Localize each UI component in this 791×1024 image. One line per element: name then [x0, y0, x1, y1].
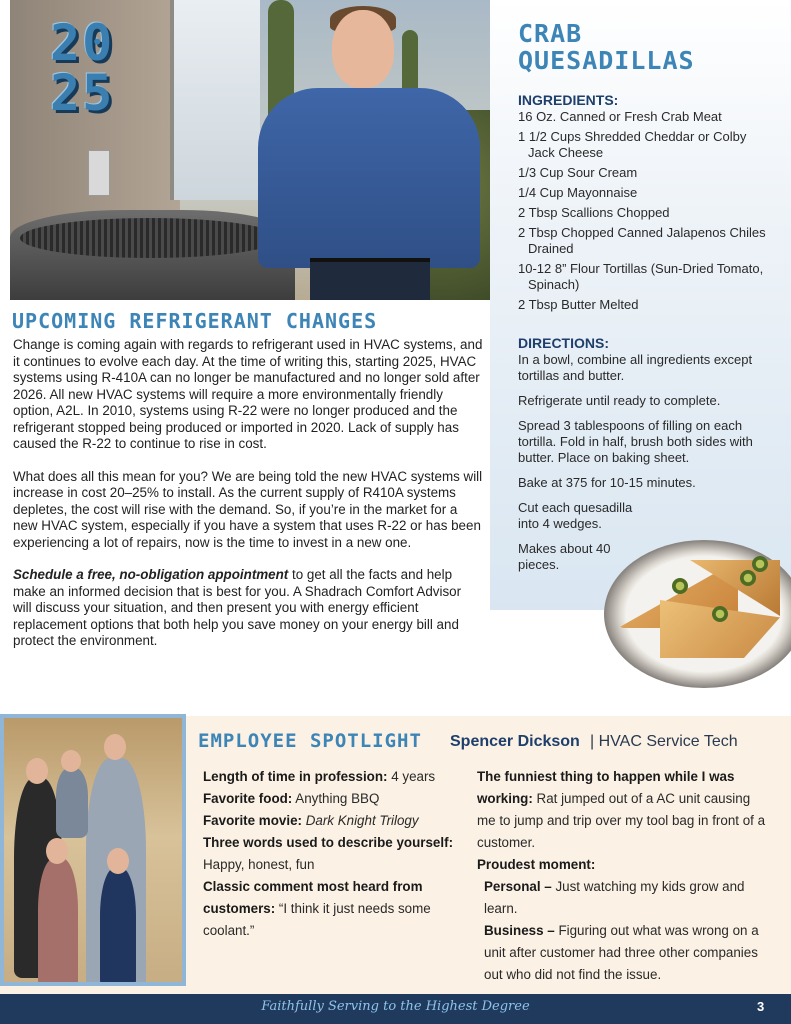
ingredient-item: 1/3 Cup Sour Cream — [518, 165, 638, 180]
qa-item — [203, 766, 465, 788]
qa-item — [203, 788, 465, 810]
direction-step: In a bowl, combine all ingredients except tortillas and butter. — [518, 352, 753, 383]
footer-tagline: Faithfully Serving to the Highest Degree — [261, 999, 530, 1014]
qa-question: Personal – — [484, 879, 552, 894]
spotlight-qa-right — [477, 766, 767, 986]
ingredient-item: 2 Tbsp Butter Melted — [518, 297, 639, 312]
person-face — [61, 750, 81, 772]
person-face — [104, 734, 126, 760]
direction-step: Bake at 375 for 10-15 minutes. — [518, 475, 696, 490]
qa-item — [477, 854, 767, 876]
qa-answer: 4 years — [387, 769, 436, 784]
qa-answer: “I think it just needs some coolant.” — [203, 901, 431, 938]
direction-step: Cut each quesadilla into 4 wedges. — [518, 500, 633, 531]
technician-face — [332, 10, 394, 88]
ingredient-item: 2 Tbsp Chopped Canned Jalapenos Chiles Drained — [518, 225, 766, 256]
qa-answer: Figuring out what was wrong on a unit after customer had three other companies out who did not find the issue. — [484, 923, 759, 982]
ingredient-item: 10-12 8” Flour Tortillas (Sun-Dried Tomato, Spinach) — [518, 261, 764, 292]
person-face — [107, 848, 129, 874]
qa-question: Proudest moment: — [477, 857, 596, 872]
person-silhouette — [56, 768, 88, 838]
family-photo — [0, 714, 186, 986]
recipe-title-line1: CRAB — [518, 19, 583, 48]
ingredient-item: 16 Oz. Canned or Fresh Crab Meat — [518, 109, 722, 124]
ingredient-item: 1/4 Cup Mayonnaise — [518, 185, 638, 200]
direction-step: Refrigerate until ready to complete. — [518, 393, 721, 408]
article-body — [13, 337, 483, 666]
ingredient-item: 2 Tbsp Scallions Chopped — [518, 205, 670, 220]
recipe-sidebar — [490, 0, 791, 610]
year-top: 20 — [50, 14, 115, 72]
article-title: UPCOMING REFRIGERANT CHANGES — [12, 309, 378, 333]
recipe-title — [518, 20, 773, 74]
article-paragraph-cta — [13, 567, 483, 650]
qa-question: Three words used to describe yourself: — [203, 835, 454, 850]
directions-list — [518, 352, 773, 573]
qa-question: The funniest thing to happen while I was working: — [477, 769, 735, 806]
directions-heading: DIRECTIONS: — [518, 335, 609, 351]
house-window — [170, 0, 260, 200]
electrical-box — [88, 150, 110, 196]
page-number: 3 — [757, 999, 765, 1014]
person-silhouette — [38, 858, 78, 986]
spotlight-title: EMPLOYEE SPOTLIGHT — [198, 730, 422, 752]
qa-item — [203, 832, 465, 876]
jalapeno-slice — [672, 578, 688, 594]
person-face — [26, 758, 48, 784]
qa-item — [477, 766, 767, 854]
jalapeno-slice — [752, 556, 768, 572]
qa-question: Favorite movie: — [203, 813, 302, 828]
article-paragraph: Change is coming again with regards to refrigerant used in HVAC systems, and it continues to evolve each day. At the time of writing this, starting 2025, HVAC systems using R-410A can no longer be manufactured and no longer sold after 2026. All new HVAC systems will require a more environmentally friendly option, A2L. In 2010, systems using R-22 were no longer produced and the refrigerant stopped being produced or imported in 2020. Lack of supply has caused the R-22 to continue to rise in cost. — [13, 337, 483, 451]
qa-item — [203, 810, 465, 832]
cta-text: Schedule a free, no-obligation appointment — [13, 567, 289, 582]
direction-step: Spread 3 tablespoons of filling on each tortilla. Fold in half, brush both sides with butter. Place on baking sheet. — [518, 418, 753, 465]
qa-question: Favorite food: — [203, 791, 293, 806]
qa-answer: Anything BBQ — [292, 791, 380, 806]
jalapeno-slice — [740, 570, 756, 586]
ingredients-heading: INGREDIENTS: — [518, 92, 619, 108]
technician-pants — [310, 262, 430, 300]
year-badge — [50, 14, 140, 122]
recipe-title-line2: QUESADILLAS — [518, 46, 695, 75]
ac-condenser-grille — [20, 218, 280, 258]
employee-name: Spencer Dickson — [450, 733, 580, 750]
jalapeno-slice — [712, 606, 728, 622]
qa-question: Classic comment most heard from customers: — [203, 879, 423, 916]
qa-answer: Just watching my kids grow and learn. — [484, 879, 745, 916]
qa-item — [477, 920, 767, 986]
ingredient-item: 1 1/2 Cups Shredded Cheddar or Colby Jack Cheese — [518, 129, 747, 160]
employee-role: | HVAC Service Tech — [590, 733, 738, 750]
technician-shirt — [258, 88, 480, 268]
spotlight-qa-left — [203, 766, 465, 942]
qa-question: Business – — [484, 923, 555, 938]
qa-question: Length of time in profession: — [203, 769, 388, 784]
direction-step: Makes about 40 pieces. — [518, 541, 611, 572]
qa-answer: Happy, honest, fun — [203, 857, 315, 872]
person-face — [46, 838, 68, 864]
year-bottom: 25 — [50, 64, 115, 122]
article-paragraph-text: to get all the facts and help make an informed decision that is best for you. A Shadrach Comfort Advisor will discuss your situation, and then present you with energy efficient replacement options that both help you save money on your energy bill and protect the environment. — [13, 567, 462, 648]
qa-answer: Dark Knight Trilogy — [301, 813, 419, 828]
article-paragraph: What does all this mean for you? We are being told the new HVAC systems will increase in cost 20–25% to install. As the current supply of R410A systems depletes, the cost will rise with the demand. So, if you’re in the market for a new HVAC system, especially if you have a system that uses R-22 or has been experiencing a lot of repairs, now is the time to invest in a new one. — [13, 468, 483, 550]
ingredients-list — [518, 109, 773, 313]
qa-answer: Rat jumped out of a AC unit causing me to jump and trip over my tool bag in front of a customer. — [477, 791, 766, 850]
qa-item — [203, 876, 465, 942]
person-silhouette — [100, 868, 136, 986]
qa-item — [477, 876, 767, 920]
